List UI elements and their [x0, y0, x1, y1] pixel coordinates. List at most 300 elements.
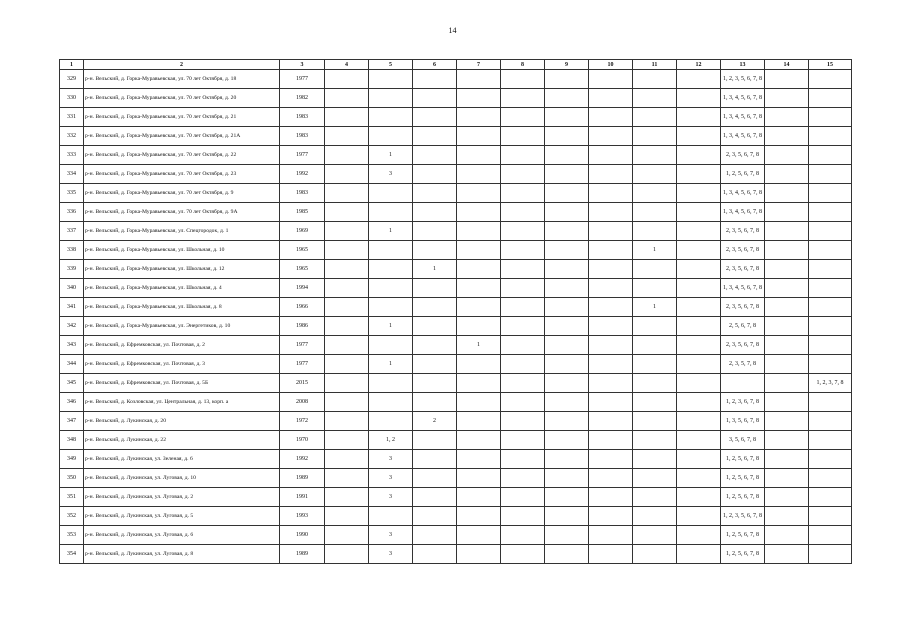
row-number: 337 — [60, 222, 84, 241]
col-8-cell — [501, 355, 545, 374]
column-header-12: 12 — [677, 60, 721, 70]
address-cell: р-н. Вельский, д. Горка-Муравьевская, ул. Школьная, д. 8 — [84, 298, 280, 317]
address-cell: р-н. Вельский, д. Ефремковская, ул. Почтовая, д. 5Б — [84, 374, 280, 393]
col-11-cell — [633, 545, 677, 564]
col-11-cell — [633, 184, 677, 203]
year-cell: 1985 — [280, 203, 325, 222]
col-5-cell: 3 — [369, 526, 413, 545]
year-cell: 1989 — [280, 469, 325, 488]
col-12-cell — [677, 146, 721, 165]
col-12-cell — [677, 336, 721, 355]
col-14-cell — [765, 393, 809, 412]
col-12-cell — [677, 203, 721, 222]
col-14-cell — [765, 526, 809, 545]
col-5-cell: 3 — [369, 488, 413, 507]
col-10-cell — [589, 450, 633, 469]
col-8-cell — [501, 393, 545, 412]
col-7-cell — [457, 450, 501, 469]
col-6-cell: 2 — [413, 412, 457, 431]
col-14-cell — [765, 241, 809, 260]
col-5-cell — [369, 507, 413, 526]
col-13-cell: 2, 3, 5, 6, 7, 8 — [721, 241, 765, 260]
row-number: 333 — [60, 146, 84, 165]
col-4-cell — [325, 488, 369, 507]
year-cell: 1992 — [280, 450, 325, 469]
table-row — [60, 374, 852, 393]
col-15-cell — [809, 146, 852, 165]
col-9-cell — [545, 203, 589, 222]
col-8-cell — [501, 374, 545, 393]
col-6-cell: 1 — [413, 260, 457, 279]
col-13-cell: 1, 2, 5, 6, 7, 8 — [721, 488, 765, 507]
col-7-cell — [457, 260, 501, 279]
col-5-cell — [369, 393, 413, 412]
col-9-cell — [545, 431, 589, 450]
address-cell: р-н. Вельский, д. Горка-Муравьевская, ул. 70 лет Октября, д. 23 — [84, 165, 280, 184]
table-row — [60, 488, 852, 507]
col-5-cell: 3 — [369, 545, 413, 564]
col-15-cell — [809, 241, 852, 260]
table-row — [60, 184, 852, 203]
column-header-1: 1 — [60, 60, 84, 70]
row-number: 338 — [60, 241, 84, 260]
table-row — [60, 450, 852, 469]
col-12-cell — [677, 260, 721, 279]
row-number: 349 — [60, 450, 84, 469]
table-row — [60, 336, 852, 355]
col-13-cell — [721, 374, 765, 393]
table-row — [60, 507, 852, 526]
col-15-cell — [809, 108, 852, 127]
col-5-cell — [369, 412, 413, 431]
row-number: 340 — [60, 279, 84, 298]
col-5-cell — [369, 89, 413, 108]
col-5-cell — [369, 108, 413, 127]
col-4-cell — [325, 526, 369, 545]
col-8-cell — [501, 526, 545, 545]
col-4-cell — [325, 70, 369, 89]
year-cell: 1977 — [280, 70, 325, 89]
col-14-cell — [765, 165, 809, 184]
row-number: 346 — [60, 393, 84, 412]
address-cell: р-н. Вельский, д. Горка-Муравьевская, ул. 70 лет Октября, д. 21 — [84, 108, 280, 127]
col-12-cell — [677, 488, 721, 507]
col-14-cell — [765, 279, 809, 298]
col-7-cell — [457, 222, 501, 241]
column-header-5: 5 — [369, 60, 413, 70]
col-11-cell — [633, 355, 677, 374]
address-cell: р-н. Вельский, д. Лукинская, д. 20 — [84, 412, 280, 431]
table-row — [60, 526, 852, 545]
address-cell: р-н. Вельский, д. Ефремковская, ул. Почтовая, д. 3 — [84, 355, 280, 374]
year-cell: 1969 — [280, 222, 325, 241]
col-11-cell — [633, 108, 677, 127]
col-6-cell — [413, 450, 457, 469]
col-9-cell — [545, 184, 589, 203]
col-13-cell: 1, 3, 4, 5, 6, 7, 8 — [721, 184, 765, 203]
col-8-cell — [501, 317, 545, 336]
col-5-cell: 3 — [369, 165, 413, 184]
year-cell: 1972 — [280, 412, 325, 431]
col-11-cell — [633, 146, 677, 165]
table-row — [60, 70, 852, 89]
table-row — [60, 127, 852, 146]
col-4-cell — [325, 317, 369, 336]
column-header-10: 10 — [589, 60, 633, 70]
col-11-cell — [633, 393, 677, 412]
col-8-cell — [501, 260, 545, 279]
table-row — [60, 89, 852, 108]
table-row — [60, 241, 852, 260]
col-11-cell — [633, 488, 677, 507]
col-14-cell — [765, 469, 809, 488]
col-12-cell — [677, 507, 721, 526]
address-cell: р-н. Вельский, д. Горка-Муравьевская, ул. 70 лет Октября, д. 9 — [84, 184, 280, 203]
col-13-cell: 2, 3, 5, 6, 7, 8 — [721, 260, 765, 279]
col-11-cell — [633, 89, 677, 108]
col-12-cell — [677, 450, 721, 469]
col-7-cell — [457, 108, 501, 127]
col-10-cell — [589, 108, 633, 127]
col-15-cell — [809, 165, 852, 184]
year-cell: 1989 — [280, 545, 325, 564]
col-5-cell — [369, 279, 413, 298]
col-15-cell — [809, 412, 852, 431]
col-9-cell — [545, 393, 589, 412]
year-cell: 1983 — [280, 108, 325, 127]
col-10-cell — [589, 469, 633, 488]
table-row — [60, 431, 852, 450]
year-cell: 1977 — [280, 355, 325, 374]
col-15-cell — [809, 89, 852, 108]
col-12-cell — [677, 127, 721, 146]
row-number: 335 — [60, 184, 84, 203]
row-number: 334 — [60, 165, 84, 184]
col-11-cell — [633, 469, 677, 488]
col-13-cell: 1, 3, 4, 5, 6, 7, 8 — [721, 108, 765, 127]
col-5-cell — [369, 260, 413, 279]
col-4-cell — [325, 241, 369, 260]
col-13-cell: 2, 3, 5, 6, 7, 8 — [721, 222, 765, 241]
col-13-cell: 1, 2, 5, 6, 7, 8 — [721, 545, 765, 564]
col-8-cell — [501, 222, 545, 241]
col-15-cell — [809, 431, 852, 450]
col-15-cell — [809, 184, 852, 203]
col-14-cell — [765, 450, 809, 469]
year-cell: 1991 — [280, 488, 325, 507]
col-12-cell — [677, 355, 721, 374]
col-12-cell — [677, 317, 721, 336]
col-10-cell — [589, 203, 633, 222]
row-number: 341 — [60, 298, 84, 317]
table-row — [60, 260, 852, 279]
col-7-cell — [457, 184, 501, 203]
year-cell: 1992 — [280, 165, 325, 184]
col-8-cell — [501, 469, 545, 488]
col-10-cell — [589, 184, 633, 203]
col-8-cell — [501, 450, 545, 469]
col-13-cell: 1, 3, 4, 5, 6, 7, 8 — [721, 89, 765, 108]
col-8-cell — [501, 507, 545, 526]
row-number: 336 — [60, 203, 84, 222]
col-4-cell — [325, 146, 369, 165]
col-5-cell — [369, 127, 413, 146]
col-8-cell — [501, 488, 545, 507]
col-5-cell — [369, 70, 413, 89]
col-13-cell: 2, 3, 5, 6, 7, 8 — [721, 336, 765, 355]
column-header-8: 8 — [501, 60, 545, 70]
col-5-cell — [369, 203, 413, 222]
col-6-cell — [413, 222, 457, 241]
col-5-cell: 1 — [369, 146, 413, 165]
col-4-cell — [325, 393, 369, 412]
col-11-cell — [633, 450, 677, 469]
col-14-cell — [765, 545, 809, 564]
col-7-cell — [457, 70, 501, 89]
col-9-cell — [545, 241, 589, 260]
column-header-7: 7 — [457, 60, 501, 70]
col-14-cell — [765, 412, 809, 431]
col-7-cell — [457, 393, 501, 412]
address-cell: р-н. Вельский, д. Лукинская, ул. Луговая, д. 5 — [84, 507, 280, 526]
col-12-cell — [677, 165, 721, 184]
col-11-cell — [633, 165, 677, 184]
col-8-cell — [501, 412, 545, 431]
col-7-cell — [457, 317, 501, 336]
col-4-cell — [325, 260, 369, 279]
col-4-cell — [325, 450, 369, 469]
col-9-cell — [545, 450, 589, 469]
address-cell: р-н. Вельский, д. Горка-Муравьевская, ул. Спецгородок, д. 1 — [84, 222, 280, 241]
col-10-cell — [589, 317, 633, 336]
col-6-cell — [413, 355, 457, 374]
col-13-cell: 2, 3, 5, 7, 8 — [721, 355, 765, 374]
col-12-cell — [677, 393, 721, 412]
col-12-cell — [677, 70, 721, 89]
col-10-cell — [589, 393, 633, 412]
col-10-cell — [589, 336, 633, 355]
col-12-cell — [677, 108, 721, 127]
col-10-cell — [589, 146, 633, 165]
col-13-cell: 1, 3, 4, 5, 6, 7, 8 — [721, 279, 765, 298]
col-9-cell — [545, 127, 589, 146]
table-row — [60, 355, 852, 374]
col-15-cell: 1, 2, 3, 7, 8 — [809, 374, 852, 393]
col-15-cell — [809, 488, 852, 507]
col-4-cell — [325, 507, 369, 526]
address-cell: р-н. Вельский, д. Горка-Муравьевская, ул. Школьная, д. 4 — [84, 279, 280, 298]
col-6-cell — [413, 317, 457, 336]
address-cell: р-н. Вельский, д. Горка-Муравьевская, ул. 70 лет Октября, д. 9А — [84, 203, 280, 222]
address-cell: р-н. Вельский, д. Горка-Муравьевская, ул. Школьная, д. 12 — [84, 260, 280, 279]
col-12-cell — [677, 431, 721, 450]
col-14-cell — [765, 317, 809, 336]
column-header-2: 2 — [84, 60, 280, 70]
col-14-cell — [765, 298, 809, 317]
address-cell: р-н. Вельский, д. Горка-Муравьевская, ул. 70 лет Октября, д. 18 — [84, 70, 280, 89]
col-7-cell — [457, 374, 501, 393]
col-13-cell: 1, 3, 5, 6, 7, 8 — [721, 412, 765, 431]
col-8-cell — [501, 431, 545, 450]
col-6-cell — [413, 279, 457, 298]
row-number: 353 — [60, 526, 84, 545]
table-row — [60, 412, 852, 431]
col-14-cell — [765, 146, 809, 165]
address-cell: р-н. Вельский, д. Горка-Муравьевская, ул. 70 лет Октября, д. 22 — [84, 146, 280, 165]
col-4-cell — [325, 165, 369, 184]
col-14-cell — [765, 431, 809, 450]
col-13-cell: 3, 5, 6, 7, 8 — [721, 431, 765, 450]
col-4-cell — [325, 545, 369, 564]
col-11-cell — [633, 507, 677, 526]
col-7-cell: 1 — [457, 336, 501, 355]
col-15-cell — [809, 317, 852, 336]
col-13-cell: 2, 5, 6, 7, 8 — [721, 317, 765, 336]
col-11-cell — [633, 412, 677, 431]
address-cell: р-н. Вельский, д. Горка-Муравьевская, ул. Энергетиков, д. 10 — [84, 317, 280, 336]
col-5-cell: 1 — [369, 355, 413, 374]
col-13-cell: 1, 2, 3, 6, 7, 8 — [721, 393, 765, 412]
col-8-cell — [501, 70, 545, 89]
col-14-cell — [765, 70, 809, 89]
col-7-cell — [457, 298, 501, 317]
row-number: 330 — [60, 89, 84, 108]
col-7-cell — [457, 412, 501, 431]
col-8-cell — [501, 146, 545, 165]
col-11-cell — [633, 222, 677, 241]
col-15-cell — [809, 298, 852, 317]
col-11-cell: 1 — [633, 241, 677, 260]
col-5-cell — [369, 298, 413, 317]
table-row — [60, 165, 852, 184]
col-11-cell: 1 — [633, 298, 677, 317]
col-4-cell — [325, 298, 369, 317]
row-number: 329 — [60, 70, 84, 89]
col-5-cell: 3 — [369, 469, 413, 488]
address-cell: р-н. Вельский, д. Горка-Муравьевская, ул. 70 лет Октября, д. 21А — [84, 127, 280, 146]
year-cell: 1993 — [280, 507, 325, 526]
table-row — [60, 393, 852, 412]
col-9-cell — [545, 545, 589, 564]
col-5-cell: 1 — [369, 222, 413, 241]
table-row — [60, 279, 852, 298]
col-9-cell — [545, 165, 589, 184]
col-9-cell — [545, 70, 589, 89]
col-7-cell — [457, 127, 501, 146]
col-8-cell — [501, 89, 545, 108]
col-10-cell — [589, 488, 633, 507]
col-11-cell — [633, 431, 677, 450]
row-number: 332 — [60, 127, 84, 146]
col-15-cell — [809, 507, 852, 526]
col-14-cell — [765, 260, 809, 279]
col-12-cell — [677, 241, 721, 260]
col-15-cell — [809, 260, 852, 279]
col-6-cell — [413, 431, 457, 450]
table-row — [60, 108, 852, 127]
header-row — [60, 60, 852, 70]
col-13-cell: 1, 2, 3, 5, 6, 7, 8 — [721, 70, 765, 89]
table-header — [60, 60, 852, 70]
col-12-cell — [677, 298, 721, 317]
col-9-cell — [545, 355, 589, 374]
col-10-cell — [589, 526, 633, 545]
col-13-cell: 1, 2, 3, 5, 6, 7, 8 — [721, 507, 765, 526]
year-cell: 1986 — [280, 317, 325, 336]
page-number: 14 — [448, 26, 457, 35]
year-cell: 1977 — [280, 146, 325, 165]
row-number: 347 — [60, 412, 84, 431]
col-15-cell — [809, 450, 852, 469]
col-13-cell: 1, 2, 5, 6, 7, 8 — [721, 526, 765, 545]
col-4-cell — [325, 336, 369, 355]
address-cell: р-н. Вельский, д. Козловская, ул. Центральная, д. 13, корп. а — [84, 393, 280, 412]
address-cell: р-н. Вельский, д. Ефремковская, ул. Почтовая, д. 2 — [84, 336, 280, 355]
col-15-cell — [809, 127, 852, 146]
col-9-cell — [545, 146, 589, 165]
table-row — [60, 203, 852, 222]
col-13-cell: 2, 3, 5, 6, 7, 8 — [721, 146, 765, 165]
col-10-cell — [589, 89, 633, 108]
col-11-cell — [633, 260, 677, 279]
col-7-cell — [457, 146, 501, 165]
col-8-cell — [501, 203, 545, 222]
col-9-cell — [545, 89, 589, 108]
col-11-cell — [633, 127, 677, 146]
column-header-11: 11 — [633, 60, 677, 70]
col-6-cell — [413, 146, 457, 165]
col-10-cell — [589, 507, 633, 526]
col-6-cell — [413, 108, 457, 127]
col-15-cell — [809, 222, 852, 241]
col-14-cell — [765, 374, 809, 393]
col-7-cell — [457, 89, 501, 108]
year-cell: 1965 — [280, 241, 325, 260]
col-15-cell — [809, 469, 852, 488]
col-4-cell — [325, 222, 369, 241]
address-cell: р-н. Вельский, д. Лукинская, ул. Зеленая, д. 6 — [84, 450, 280, 469]
col-8-cell — [501, 241, 545, 260]
column-header-4: 4 — [325, 60, 369, 70]
row-number: 351 — [60, 488, 84, 507]
col-8-cell — [501, 127, 545, 146]
col-9-cell — [545, 108, 589, 127]
column-header-3: 3 — [280, 60, 325, 70]
column-header-15: 15 — [809, 60, 852, 70]
address-cell: р-н. Вельский, д. Горка-Муравьевская, ул. 70 лет Октября, д. 20 — [84, 89, 280, 108]
col-4-cell — [325, 184, 369, 203]
col-15-cell — [809, 355, 852, 374]
col-12-cell — [677, 89, 721, 108]
col-14-cell — [765, 127, 809, 146]
col-7-cell — [457, 165, 501, 184]
col-14-cell — [765, 488, 809, 507]
col-14-cell — [765, 222, 809, 241]
col-4-cell — [325, 355, 369, 374]
col-15-cell — [809, 203, 852, 222]
address-cell: р-н. Вельский, д. Лукинская, ул. Луговая, д. 8 — [84, 545, 280, 564]
col-15-cell — [809, 279, 852, 298]
col-11-cell — [633, 374, 677, 393]
col-7-cell — [457, 241, 501, 260]
col-9-cell — [545, 526, 589, 545]
col-14-cell — [765, 507, 809, 526]
col-13-cell: 1, 2, 5, 6, 7, 8 — [721, 450, 765, 469]
col-4-cell — [325, 203, 369, 222]
col-12-cell — [677, 412, 721, 431]
col-11-cell — [633, 336, 677, 355]
col-13-cell: 1, 2, 5, 6, 7, 8 — [721, 165, 765, 184]
